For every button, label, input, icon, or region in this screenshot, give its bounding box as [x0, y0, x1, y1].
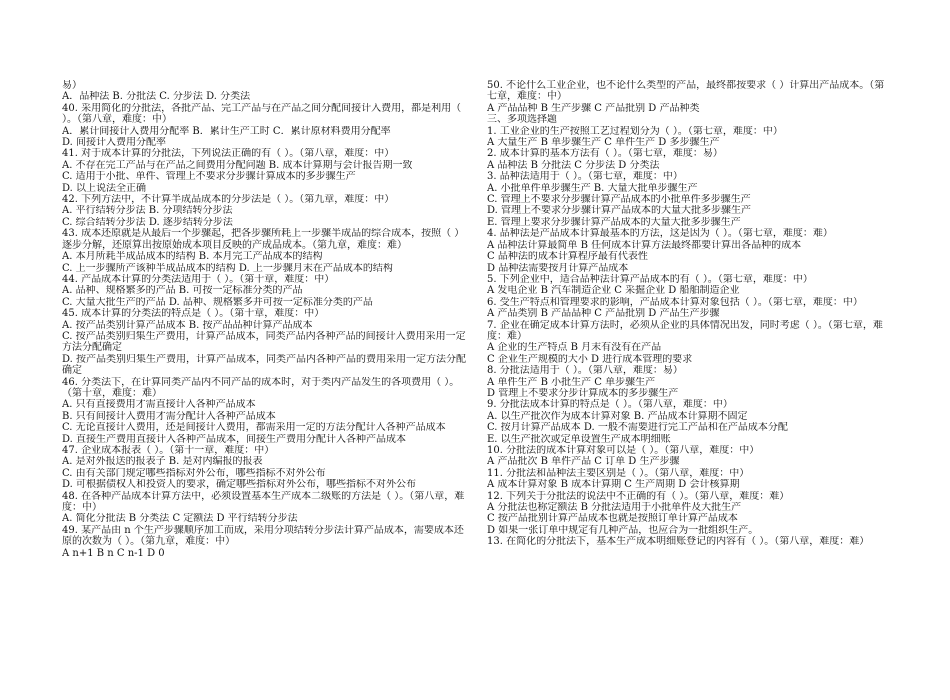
text-line: D 管理上不要求分步计算成本的多步骤生产 [487, 387, 679, 399]
text-line: C. 适用于小批、单件、管理上不要求分步骤计算成本的多步骤生产 [62, 171, 356, 183]
text-line: 6. 受生产特点和管理要求的影响，产品成本计算对象包括（ ）。（第七章，难度：中） [487, 296, 863, 308]
text-line: 47. 企业成本报表（ ）。（第十一章，难度：中） [62, 445, 275, 456]
text-line: A. 按产品类别计算产品成本 B. 按产品品种计算产品成本 [62, 319, 313, 331]
text-line: 48. 在各种产品成本计算方法中，必须设置基本生产成本二级账的方法是（ ）。（第八章，难度：中） [62, 490, 465, 514]
text-line: 49. 某产品由 n 个生产步骤顺序加工而成，采用分项结转分步法计算产品成本，需要成本还原的次数为（ ）。（第九章，难度：中） [62, 524, 464, 548]
text-line: A．累计间接计入费用分配率 B．累计生产工时 C．累计原材料费用分配率 [62, 125, 391, 137]
text-line: A. 小批单件单步骤生产 B. 大量大批单步骤生产 [487, 182, 698, 194]
text-line: C 按产品批别计算产品成本也就是按照订单计算产品成本 [487, 513, 738, 525]
text-line: A n+1 B n C n-1 D 0 [62, 547, 165, 559]
text-line: A 产品品种 B 生产步骤 C 产品批别 D 产品种类 [487, 102, 700, 114]
text-line: 9. 分批法成本计算的特点是（ ）。（第八章，难度：中） [487, 399, 733, 411]
text-line: D 品种法需要按月计算产品成本 [487, 262, 629, 274]
text-line: A 企业的生产特点 B 月末有没有在产品 [487, 342, 662, 354]
text-line: C. 无论直接计入费用，还是间接计入费用，都需采用一定的方法分配计入各种产品成本 [62, 422, 446, 434]
text-line: 44. 产品成本计算的分类法适用于（ ）。（第十章，难度：中） [62, 273, 335, 285]
text-line: A 成本计算对象 B 成本计算期 C 生产周期 D 会计核算期 [487, 479, 740, 491]
text-line: A. 是对外报送的报表子 B. 是对内编报的报表 [62, 456, 263, 468]
text-line: D. 间接计入费用分配率 [62, 137, 167, 149]
text-line: 2. 成本计算的基本方法有（ ）。（第七章，难度：易） [487, 148, 723, 160]
text-line: C 企业生产规模的大小 D 进行成本管理的要求 [487, 353, 693, 365]
text-line: 43. 成本还原就是从最后一个步骤起，把各步骤所耗上一步骤半成品的综合成本，按照（ ）逐步分解，还原算出按原始成本项目反映的产成品成本。（第九章，难度：难） [62, 228, 465, 251]
right-column [487, 80, 887, 548]
text-line: 7. 企业在确定成本计算方法时，必须从企业的具体情况出发，同时考虑（ ）。（第七章，难度：难） [487, 319, 883, 342]
left-column [62, 80, 468, 559]
text-line: 1. 工业企业的生产按照工艺过程划分为（ ）。（第七章，难度：中） [487, 125, 783, 137]
text-line: A. 品种、规格繁多的产品 B. 可按一定标准分类的产品 [62, 285, 303, 297]
text-line: A 大量生产 B 单步骤生产 C 单件生产 D 多步骤生产 [487, 137, 720, 149]
text-line: A 产品类别 B 产品品种 C 产品批别 D 产品生产步骤 [487, 308, 720, 320]
text-line: A 产品批次 B 单件产品 C 订单 D 生产步骤 [487, 456, 680, 468]
text-line: A 单件生产 B 小批生产 C 单步骤生产 [487, 376, 656, 388]
text-line: A 品种法 B 分批法 C 分步法 D 分类法 [487, 159, 660, 171]
text-line: 3. 品种法适用于（ ）。（第七章，难度：中） [487, 171, 683, 183]
text-line: C 品种法的成本计算程序最有代表性 [487, 251, 648, 263]
text-line: 42. 下列方法中，不计算半成品成本的分步法是（ ）。（第九章，难度：中） [62, 194, 395, 206]
text-line: C. 按产品类别归集生产费用，计算产品成本，同类产品内各种产品的间接计入费用采用一定方法分配确定 [62, 330, 466, 354]
text-line: 12. 下列关于分批法的说法中不正确的有（ ）。（第八章，难度：难） [487, 490, 790, 502]
text-line: C. 综合结转分步法 D. 逐步结转分步法 [62, 216, 233, 228]
text-line: A. 只有直接费用才需直接计入各种产品成本 [62, 399, 256, 411]
text-line: 三、多项选择题 [487, 114, 557, 126]
text-line: 11. 分批法和品种法主要区别是（ ）。（第八章，难度：中） [487, 467, 750, 479]
text-line: 4. 品种法是产品成本计算最基本的方法，这是因为（ ）。（第七章，难度：难） [487, 228, 833, 240]
text-line: 41. 对于成本计算的分批法，下列说法正确的有（ ）。（第八章，难度：中） [62, 148, 395, 160]
text-line: A. 本月所耗半成品成本的结构 B. 本月完工产品成本的结构 [62, 251, 323, 263]
text-line: D. 以上说法全正确 [62, 182, 147, 194]
text-line: C. 按月计算产品成本 D. 一般不需要进行完工产品和在产品成本分配 [487, 422, 788, 434]
text-line: 5. 下列企业中，适合品种法计算产品成本的有（ ）。（第七章，难度：中） [487, 273, 813, 285]
text-line: D. 直接生产费用直接计入各种产品成本，间接生产费用分配计入各种产品成本 [62, 433, 407, 445]
text-line: B. 只有间接计入费用才需分配计入各种产品成本 [62, 410, 276, 422]
text-line: 易） [62, 80, 82, 91]
text-line: E. 以生产批次或定单设置生产成本明细账 [487, 433, 671, 445]
text-line: 45. 成本计算的分类法的特点是（ ）。（第十章，难度：中） [62, 308, 325, 320]
text-line: A. 以生产批次作为成本计算对象 B. 产品成本计算期不固定 [487, 410, 748, 422]
text-line: C. 由有关部门规定哪些指标对外公布，哪些指标不对外公布 [62, 467, 326, 479]
text-line: C. 上一步骤所产该种半成品成本的结构 D. 上一步骤月末在产品成本的结构 [62, 262, 393, 274]
text-line: 13. 在简化的分批法下，基本生产成本明细账登记的内容有（ ）。（第八章，难度：难） [487, 536, 870, 548]
text-line: D 如果一张订单中规定有几种产品，也应合为一批组织生产。 [487, 524, 759, 536]
text-line: A. 平行结转分步法 B. 分项结转分步法 [62, 205, 233, 217]
text-line: D. 按产品类别归集生产费用，计算产品成本，同类产品内各种产品的费用采用一定方法分配确定 [62, 353, 467, 377]
text-line: 50. 不论什么工业企业，也不论什么类型的产品，最终都按要求（ ）计算出产品成本。（第七章，难度：中） [487, 80, 885, 103]
text-line: A. 不存在完工产品与在产品之间费用分配问题 B. 成本计算期与会计报告期一致 [62, 159, 413, 171]
text-line: D. 可根据债权人和投资人的要求，确定哪些指标对外公布，哪些指标不对外公布 [62, 479, 417, 491]
text-line: 46. 分类法下，在计算同类产品内不同产品的成本时，对于类内产品发生的各项费用（ ）。（第十章，难度：难） [62, 376, 460, 399]
text-line: E. 管理上要求分步骤计算产品成本的大量大批多步骤生产 [487, 216, 741, 228]
text-line: 8. 分批法适用于（ ）。（第八章，难度：易） [487, 365, 683, 377]
text-line: C. 管理上不要求分步骤计算产品成本的小批单件多步骤生产 [487, 194, 751, 206]
text-line: 10. 分批法的成本计算对象可以是（ ）。（第八章，难度：中） [487, 445, 760, 456]
text-line: D. 管理上不要求分步骤计算产品成本的大量大批多步骤生产 [487, 205, 752, 217]
text-line: A 发电企业 B 汽车制造企业 C 采掘企业 D 船舶制造企业 [487, 285, 740, 297]
text-line: 40. 采用简化的分批法，各批产品、完工产品与在产品之间分配间接计入费用，都是利用（ ）。（第八章，难度：中） [62, 102, 462, 126]
text-line: A 品种法计算最简单 B 任何成本计算方法最终都要计算出各品种的成本 [487, 239, 802, 251]
text-line: A．品种法 B. 分批法 C. 分步法 D. 分类法 [62, 91, 251, 103]
text-line: A 分批法也称定额法 B 分批法适用于小批单件及大批生产 [487, 502, 742, 514]
text-line: A. 简化分批法 B 分类法 C 定额法 D 平行结转分步法 [62, 513, 298, 525]
text-line: C. 大量大批生产的产品 D. 品种、规格繁多并可按一定标准分类的产品 [62, 296, 373, 308]
